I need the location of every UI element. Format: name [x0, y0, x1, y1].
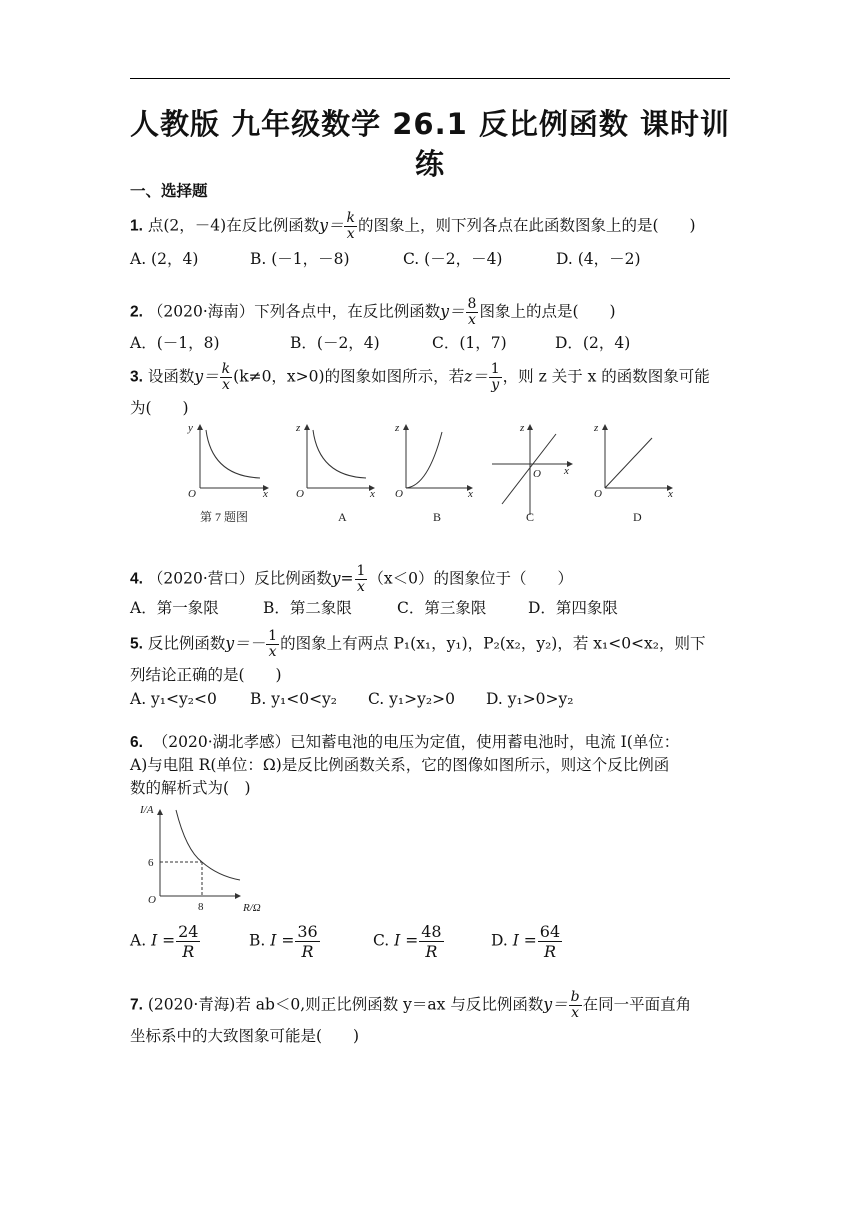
q1-text-a: 点(2，－4)在反比例函数	[147, 216, 320, 235]
question-5	[130, 629, 706, 660]
q5-option-c: C. y₁>y₂>0	[368, 690, 455, 708]
fraction	[419, 922, 443, 961]
svg-text:z: z	[395, 422, 400, 434]
option-lhs: I =	[394, 931, 419, 950]
svg-text:x: x	[263, 488, 268, 500]
q5-text-a: 反比例函数	[147, 634, 226, 653]
q2-text-b: 图象上的点是( )	[479, 302, 616, 321]
svg-text:z: z	[594, 422, 599, 434]
y-axis-label: I/A	[140, 804, 154, 816]
figure-caption: 第 7 题图	[200, 510, 249, 524]
option-prefix: A.	[130, 931, 147, 950]
numerator: 24	[178, 922, 199, 941]
title-line-1: 人教版 九年级数学 26.1 反比例函数 课时训	[130, 107, 730, 141]
q5-lhs: y＝－	[225, 634, 266, 653]
numerator: k	[346, 210, 355, 226]
option-prefix: D.	[491, 931, 508, 950]
fraction	[355, 564, 368, 595]
q1-option-c: C. (－2，－4)	[403, 250, 503, 268]
origin-label: O	[148, 894, 156, 906]
q2-lhs: y＝	[440, 302, 465, 321]
q4-option-a: A．第一象限	[130, 599, 219, 617]
question-6-line-1	[130, 731, 679, 754]
fraction	[266, 629, 279, 660]
q5-option-a: A. y₁<y₂<0	[130, 690, 217, 708]
q2-option-d: D．(2，4)	[555, 334, 631, 352]
title-line-2: 练	[414, 147, 445, 181]
q3-text-c: 为( )	[130, 399, 189, 417]
q1-option-d: D. (4，－2)	[556, 250, 641, 268]
svg-text:x: x	[370, 488, 375, 500]
q1-text-b: 的图象上，则下列各点在此函数图象上的是( )	[357, 216, 696, 235]
option-lhs: I =	[512, 931, 537, 950]
q6-option-b	[249, 922, 321, 961]
fraction	[220, 362, 232, 393]
numerator: 1	[356, 563, 366, 579]
fraction	[176, 922, 200, 961]
q4-option-c: C．第三象限	[397, 599, 487, 617]
line-graph	[605, 438, 652, 488]
x-axis-label: R/Ω	[243, 902, 261, 914]
svg-text:z: z	[296, 422, 301, 434]
curve	[406, 432, 442, 488]
svg-text:x: x	[468, 488, 473, 500]
q3-lhs: y＝	[194, 367, 219, 386]
numerator: 64	[539, 922, 561, 941]
option-prefix: B.	[249, 931, 266, 950]
q6-option-a	[130, 922, 201, 961]
fraction	[344, 211, 356, 242]
denominator: x	[221, 377, 230, 393]
x-tick-label: 8	[198, 901, 204, 913]
svg-text:O: O	[296, 488, 304, 500]
denominator: x	[268, 644, 277, 660]
section-heading: 一、选择题	[130, 182, 208, 200]
q7-lhs: y＝	[543, 995, 568, 1014]
question-6-line-2: A)与电阻 R(单位：Ω)是反比例函数关系，它的图像如图所示，则这个反比例函	[130, 756, 670, 774]
svg-text:z: z	[520, 422, 525, 434]
q3-text-a: 设函数	[147, 367, 195, 386]
figure-caption: C	[526, 510, 535, 524]
question-1	[130, 211, 696, 242]
figure-caption: B	[433, 510, 442, 524]
question-number: 3.	[130, 368, 143, 386]
svg-text:O: O	[594, 488, 602, 500]
line-graph	[502, 434, 556, 504]
svg-text:O: O	[395, 488, 403, 500]
q2-option-a: A．(－1，8)	[130, 334, 220, 352]
fraction	[295, 922, 319, 961]
denominator: x	[468, 312, 476, 328]
numerator: 48	[421, 922, 442, 941]
denominator: R	[301, 942, 314, 961]
q1-option-b: B. (－1，－8)	[250, 250, 350, 268]
denominator: x	[346, 226, 355, 242]
q4-text-a: （2020·营口）反比例函数	[147, 569, 332, 588]
option-lhs: I =	[270, 931, 295, 950]
svg-text:x: x	[668, 488, 673, 500]
q5-text-c: 列结论正确的是( )	[130, 666, 282, 684]
fraction	[489, 362, 502, 393]
q3-condition: (k≠0，x>0)的图象如图所示，若	[233, 367, 465, 386]
denominator: R	[543, 942, 556, 961]
option-prefix: C.	[373, 931, 390, 950]
numerator: 36	[297, 922, 318, 941]
q6-option-d	[491, 922, 563, 961]
q6-option-c	[373, 922, 445, 961]
fraction	[538, 922, 562, 961]
question-number: 6.	[130, 734, 143, 751]
curve	[206, 430, 260, 478]
fraction	[466, 297, 479, 328]
option-lhs: I =	[151, 931, 176, 950]
q7-text-b: 在同一平面直角	[582, 995, 692, 1014]
numerator: k	[221, 361, 231, 377]
page-title	[130, 104, 730, 184]
fraction	[569, 990, 582, 1021]
q5-option-d: D. y₁>0>y₂	[486, 690, 574, 708]
q2-text-a: （2020·海南）下列各点中，在反比例函数	[147, 302, 441, 321]
question-number: 2.	[130, 303, 143, 321]
q4-option-b: B．第二象限	[263, 599, 352, 617]
q7-text-c: 坐标系中的大致图象可能是( )	[130, 1027, 360, 1045]
q3-z-lhs: z＝	[464, 367, 488, 386]
header-rule	[130, 78, 730, 79]
question-number: 5.	[130, 635, 143, 653]
svg-text:x: x	[564, 465, 569, 477]
numerator: 1	[268, 628, 278, 644]
q4-option-d: D．第四象限	[528, 599, 618, 617]
q2-option-c: C．(1，7)	[432, 334, 507, 352]
question-2	[130, 297, 616, 328]
numerator: b	[570, 989, 580, 1005]
q5-text-b: 的图象上有两点 P₁(x₁，y₁)，P₂(x₂，y₂)，若 x₁<0<x₂，则下	[280, 634, 706, 653]
curve	[176, 810, 240, 880]
denominator: x	[571, 1005, 580, 1021]
figure-caption: A	[338, 510, 347, 524]
q4-text-b: （x＜0）的图象位于（ ）	[368, 569, 574, 588]
q6-text-1: （2020·湖北孝感）已知蓄电池的电压为定值，使用蓄电池时，电流 I(单位：	[152, 733, 680, 751]
svg-text:O: O	[188, 488, 196, 500]
q3-text-b: ，则 z 关于 x 的函数图象可能	[502, 367, 710, 386]
figure-caption: D	[633, 510, 642, 524]
q6-graph	[140, 800, 280, 915]
question-number: 7.	[130, 996, 143, 1014]
denominator: R	[182, 942, 195, 961]
q5-option-b: B. y₁<0<y₂	[250, 690, 338, 708]
y-tick-label: 6	[148, 857, 154, 869]
numerator: 8	[467, 296, 477, 312]
question-4	[130, 564, 573, 595]
question-7	[130, 990, 691, 1021]
svg-text:O: O	[533, 468, 541, 480]
question-number: 4.	[130, 570, 143, 588]
question-3	[130, 362, 710, 393]
q4-lhs: y=	[331, 569, 354, 588]
question-6-line-3: 数的解析式为( )	[130, 779, 251, 797]
denominator: x	[357, 579, 365, 595]
q1-lhs: y＝	[319, 216, 344, 235]
denominator: y	[491, 377, 500, 393]
curve	[313, 430, 366, 478]
svg-text:y: y	[188, 422, 193, 434]
numerator: 1	[490, 361, 500, 377]
q3-figures	[180, 420, 680, 530]
denominator: R	[425, 942, 438, 961]
q1-option-a: A. (2，4)	[130, 250, 199, 268]
q2-option-b: B．(－2，4)	[290, 334, 380, 352]
q7-text-a: (2020·青海)若 ab＜0,则正比例函数 y＝ax 与反比例函数	[147, 995, 544, 1014]
question-number: 1.	[130, 217, 143, 235]
